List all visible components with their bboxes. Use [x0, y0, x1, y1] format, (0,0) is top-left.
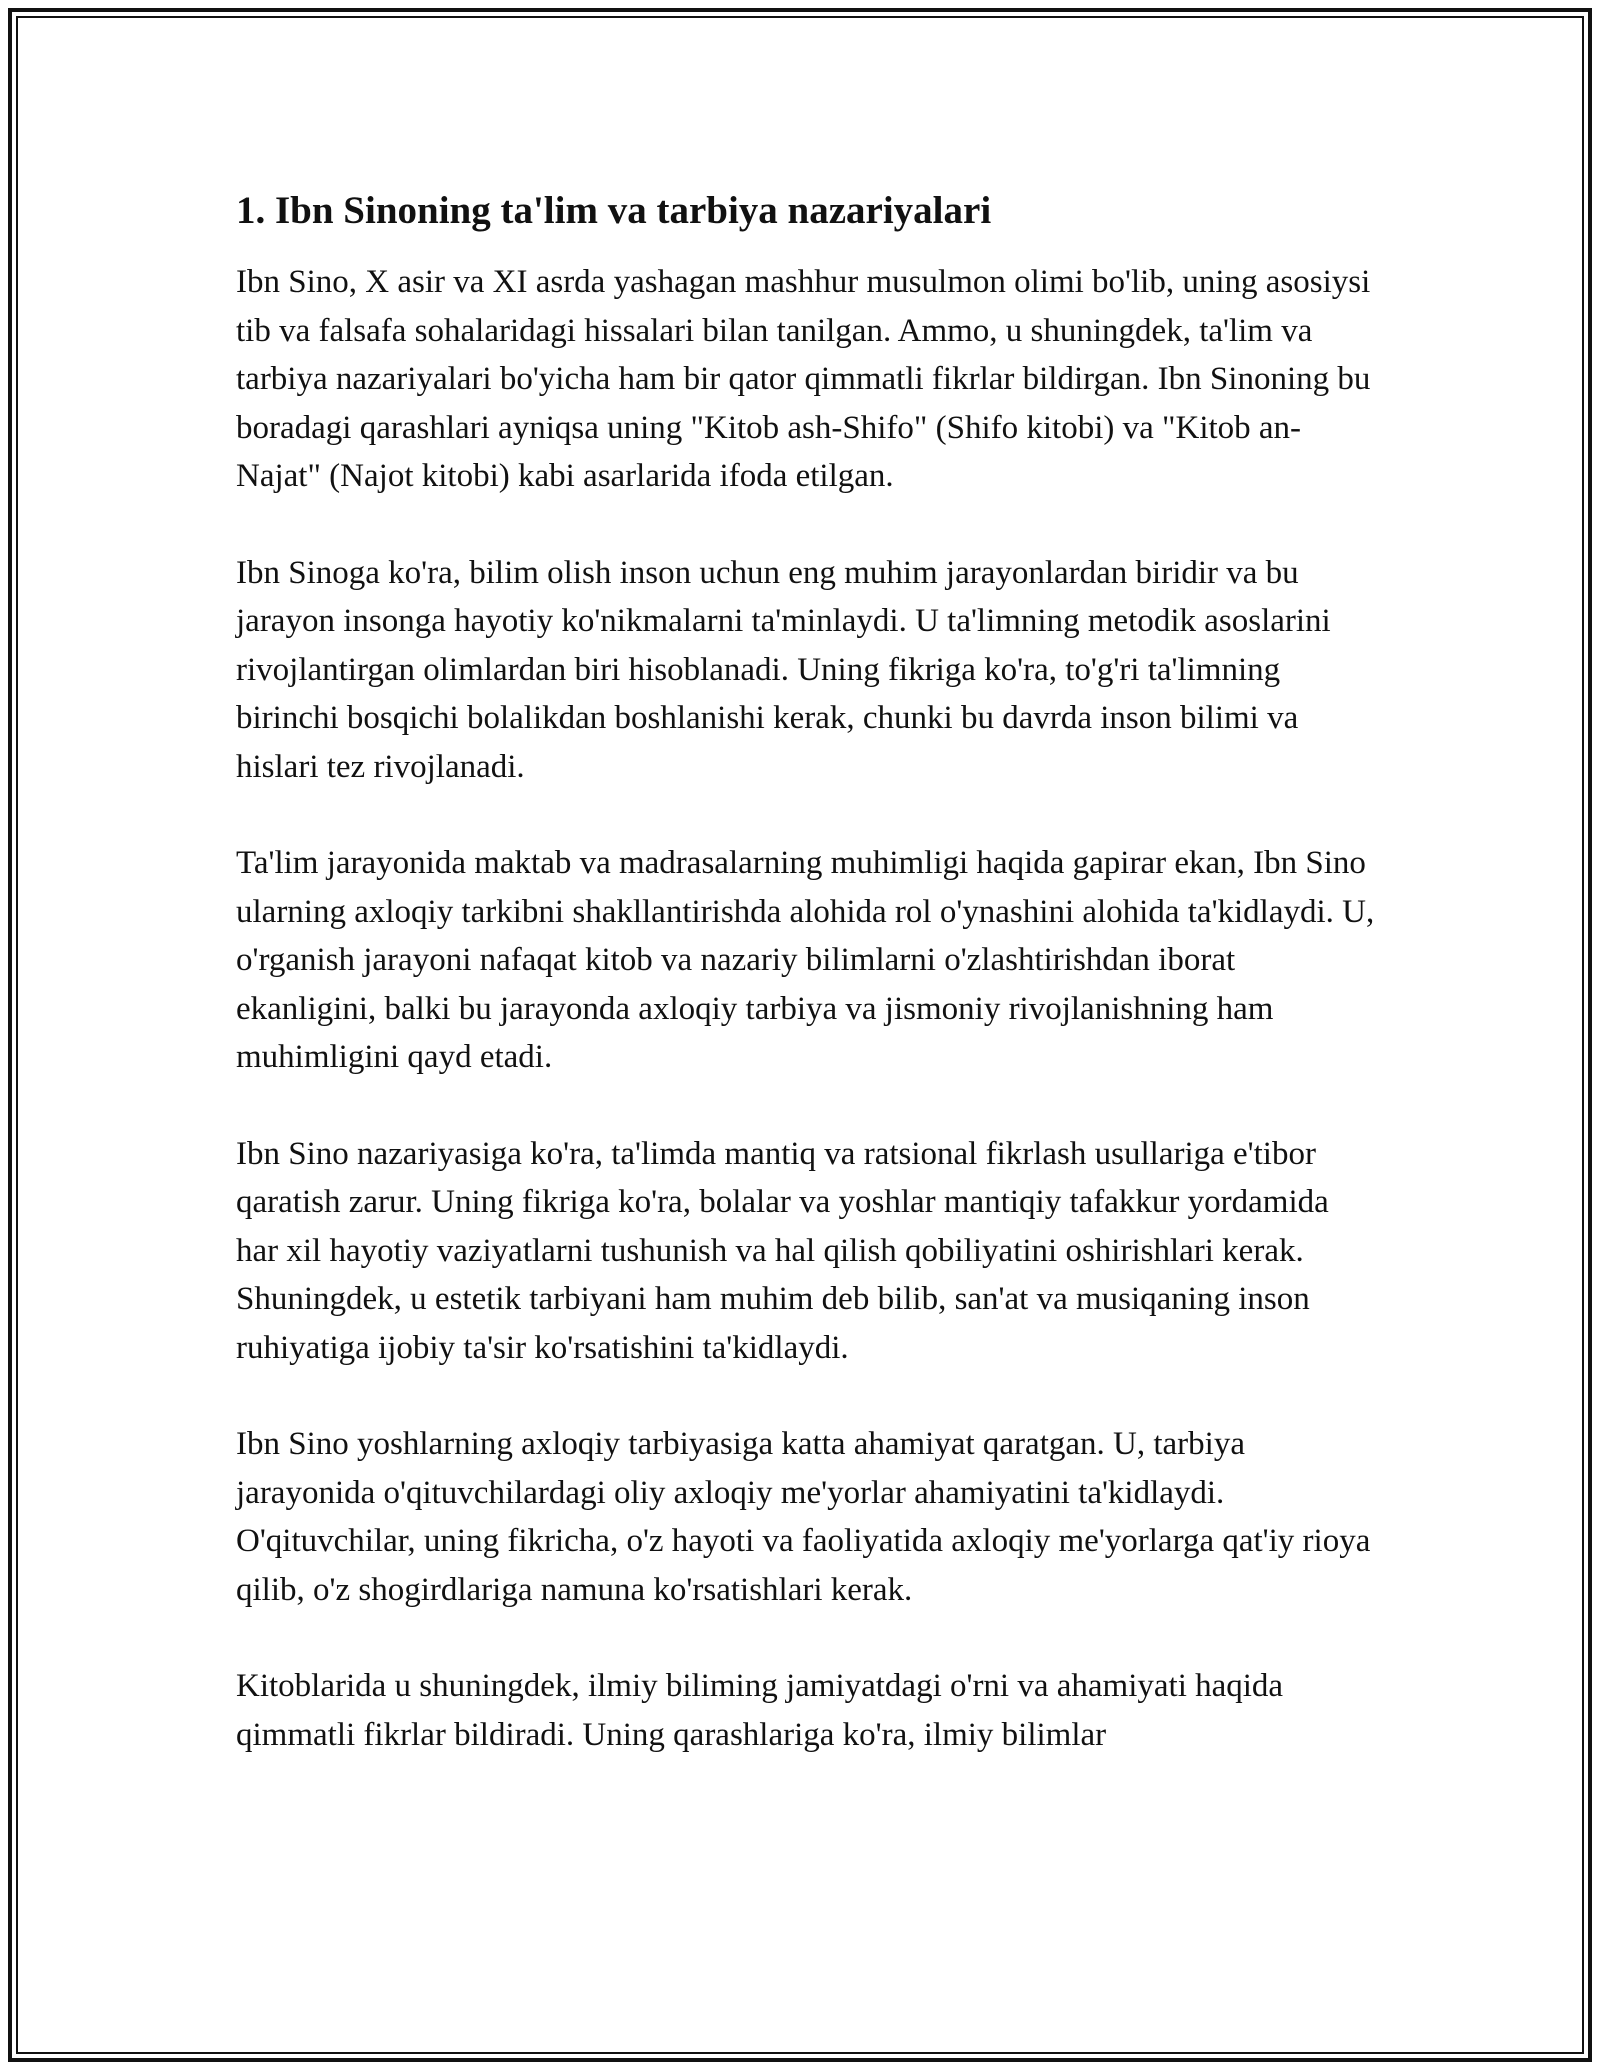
paragraph-5: Ibn Sino yoshlarning axloqiy tarbiyasiga katta ahamiyat qaratgan. U, tarbiya jarayonida o'qituvchilardagi oliy axloqiy me'yorlar ahamiyatini ta'kidlaydi. O'qituvchilar, uning fikricha, o'z hayoti va faoliyatida axloqiy me'yorlarga qat'iy rioya qilib, o'z shogirdlariga namuna ko'rsatishlari kerak. [236, 1426, 1371, 1608]
document-body [236, 186, 1376, 1807]
paragraph-2: Ibn Sinoga ko'ra, bilim olish inson uchun eng muhim jarayonlardan biridir va bu jarayon insonga hayotiy ko'nikmalarni ta'minlaydi. U ta'limning metodik asoslarini rivojlantirgan olimlardan biri hisoblanadi. Uning fikriga ko'ra, to'g'ri ta'limning birinchi bosqichi bolalikdan boshlanishi kerak, chunki bu davrda inson bilimi va hislari tez rivojlanadi. [236, 554, 1331, 785]
paragraph-4: Ibn Sino nazariyasiga ko'ra, ta'limda mantiq va ratsional fikrlash usullariga e'tibor qaratish zarur. Uning fikriga ko'ra, bolalar va yoshlar mantiqiy tafakkur yordamida har xil hayotiy vaziyatlarni tushunish va hal qilish qobiliyatini oshirishlari kerak. Shuningdek, u estetik tarbiyani ham muhim deb bilib, san'at va musiqaning inson ruhiyatiga ijobiy ta'sir ko'rsatishini ta'kidlaydi. [236, 1135, 1329, 1366]
paragraph-1: Ibn Sino, X asir va XI asrda yashagan mashhur musulmon olimi bo'lib, uning asosiysi tib va falsafa sohalaridagi hissalari bilan tanilgan. Ammo, u shuningdek, ta'lim va tarbiya nazariyalari bo'yicha ham bir qator qimmatli fikrlar bildirgan. Ibn Sinoning bu boradagi qarashlari ayniqsa uning "Kitob ash-Shifo" (Shifo kitobi) va "Kitob an-Najat" (Najot kitobi) kabi asarlarida ifoda etilgan. [236, 264, 1371, 494]
page-title: 1. Ibn Sinoning ta'lim va tarbiya nazariyalari [236, 189, 992, 232]
paragraph-6: Kitoblarida u shuningdek, ilmiy biliming jamiyatdagi o'rni va ahamiyati haqida qimmatli fikrlar bildiradi. Uning qarashlariga ko'ra, ilmiy bilimlar [236, 1668, 1284, 1753]
paragraph-3: Ta'lim jarayonida maktab va madrasalarning muhimligi haqida gapirar ekan, Ibn Sino ularning axloqiy tarkibni shakllantirishda alohida rol o'ynashini alohida ta'kidlaydi. U, o'rganish jarayoni nafaqat kitob va nazariy bilimlarni o'zlashtirishdan iborat ekanligini, balki bu jarayonda axloqiy tarbiya va jismoniy rivojlanishning ham muhimligini qayd etadi. [236, 845, 1375, 1075]
